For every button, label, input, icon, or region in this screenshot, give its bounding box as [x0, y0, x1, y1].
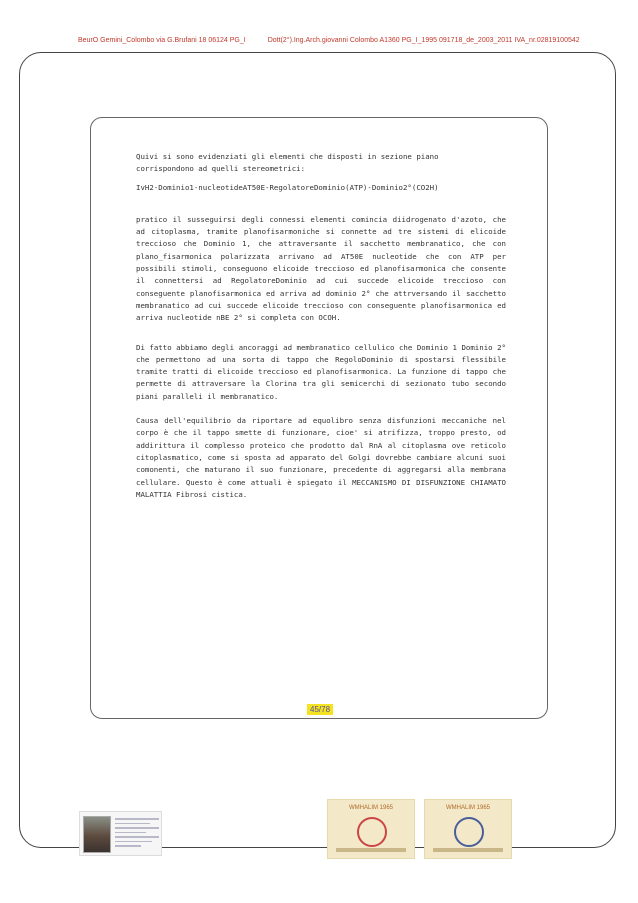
paragraph-3: Causa dell'equilibrio da riportare ad equolibro senza disfunzioni meccaniche nel corpo è che il tappo smette di funzionare, cioe' si atrifizza, troppo presto, od addirittura il complesso proteico che prodotto dal RnA al citoplasma ove reticolo citoplasmatico, come si sposta ad apparato del Golgi dovrebbe cambiare alcuni suoi comonenti, che maturano il suo funzionare, precedente di aggregarsi alla membrana cellulare. Questo è come attuali è spiegato il MECCANISMO DI DISFUNZIONE CHIAMATO MALATTIA Fibrosi cistica. — [136, 416, 506, 499]
stamp-image — [424, 799, 512, 859]
stamp-title: WMHALIM 1965 — [348, 805, 393, 811]
intro-line-2: corrispondono ad quelli stereometrici: — [136, 164, 306, 174]
stamp-title: WMHALIM 1965 — [445, 805, 490, 811]
page-number: 45/78 — [307, 704, 333, 715]
card-text-lines — [115, 818, 159, 850]
intro-line-1: Quivi si sono evidenziati gli elementi che disposti in sezione piano — [136, 152, 439, 161]
document-body — [136, 151, 506, 501]
header-right-text: Dott(2°).Ing.Arch.giovanni Colombo A1360 PG_I_1995 091718_de_2003_2011 IVA_nr.02819100542 — [267, 37, 580, 44]
author-photo — [83, 816, 111, 853]
paragraph-2: Di fatto abbiamo degli ancoraggi ad membranatico cellulico che Dominio 1 Dominio 2° che permettono ad una sorta di tappo che RegoloDominio di spostarsi flessibile tramite tratti di elicoide treccioso ed planofisarmonica. La funzione di tappo che permette di attraversare la Clorina tra gli semicerchi di sezionato tubo secondo piani paralleli il membranatico. — [136, 342, 506, 401]
stamp-seal-icon — [357, 817, 387, 847]
business-card — [79, 811, 162, 856]
stamp-seal-icon — [454, 817, 484, 847]
paragraph-1: pratico il susseguirsi degli connessi elementi comincia diidrogenato d'azoto, che ad citoplasma, tramite planofisarmoniche si connette ad tre sistemi di elicoide treccioso che Dominio 1, che attraversante il sacchetto membranatico, che con plano_fisarmonica polarizzata arrivano ad AT50E nucleotide che con ATP per possibili stimoli, conseguono elicoide treccioso ed planofisarmonica che consente il connettersi ad RegolatoreDominio ad cui succede elicoide treccioso con conseguente planofisarmonica ed arriva ad dominio 2° che attrversando il sacchetto membranatico ad cui succede elicoide treccioso con conseguente planofisarmonica ed arriva nucleotide nBE 2° si completa con OCOH. — [136, 214, 506, 323]
document-header — [78, 37, 578, 44]
stamp-image — [327, 799, 415, 859]
header-left-text: BeurO Gemini_Colombo via G.Brufani 18 06124 PG_I — [78, 37, 246, 44]
formula-line: IvH2-Dominio1-nucleotideAT50E-RegolatoreDominio(ATP)-Dominio2°(CO2H) — [136, 182, 439, 192]
